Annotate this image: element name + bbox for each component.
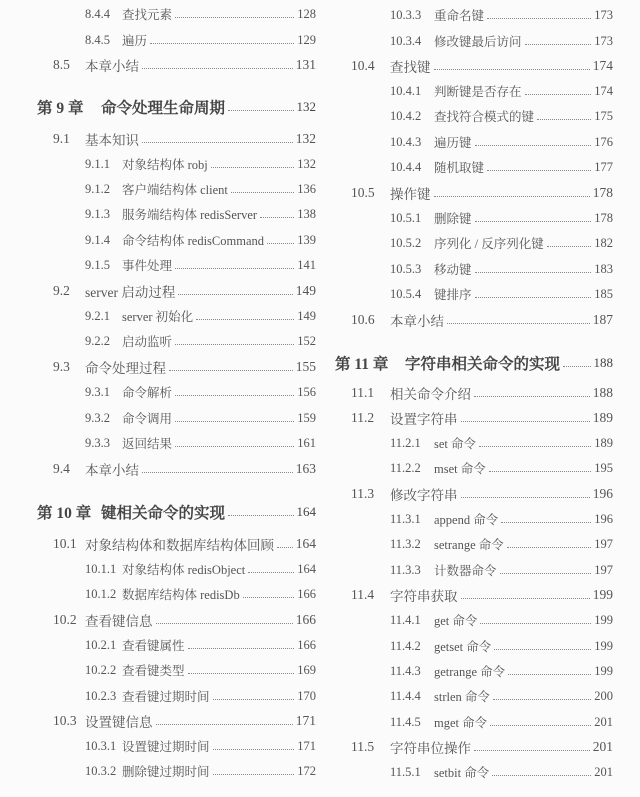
toc-entry-sub: [0, 735, 320, 757]
toc-entry-sec: [0, 458, 320, 480]
entry-title: 命令解析: [122, 386, 173, 400]
toc-entry-sub: [320, 711, 640, 733]
entry-number: 9.1.4: [85, 232, 110, 247]
dot-leader: [188, 673, 295, 674]
dot-leader: [228, 515, 293, 516]
dot-leader: [267, 243, 294, 244]
entry-page-number: 178: [594, 210, 613, 225]
entry-page-number: 173: [594, 7, 613, 22]
entry-number: 8.4.5: [85, 32, 110, 47]
entry-title: 对象结构体和数据库结构体回顾: [85, 538, 274, 553]
entry-title: 操作键: [390, 187, 431, 202]
toc-entry-sub: [320, 432, 640, 454]
dot-leader: [474, 396, 590, 397]
dot-leader: [447, 323, 590, 324]
entry-title: server 启动过程: [85, 285, 176, 300]
entry-page-number: 200: [594, 688, 613, 703]
dot-leader: [500, 573, 592, 574]
toc-entry-sub: [0, 203, 320, 225]
dot-leader: [213, 699, 295, 700]
toc-entry-sub: [0, 229, 320, 251]
dot-leader: [175, 421, 294, 422]
toc-entry-sub: [320, 4, 640, 26]
entry-page-number: 149: [295, 283, 316, 298]
entry-page-number: 156: [297, 384, 316, 399]
toc-entry-sub: [320, 207, 640, 229]
dot-leader: [142, 68, 293, 69]
entry-page-number: 201: [594, 764, 613, 779]
entry-page-number: 164: [297, 561, 316, 576]
entry-number: 9.1.5: [85, 257, 110, 272]
dot-leader: [248, 572, 294, 573]
toc-entry-sub: [320, 559, 640, 581]
toc-entry-sub: [0, 685, 320, 707]
entry-number: 9.3.3: [85, 435, 110, 450]
entry-page-number: 189: [594, 435, 613, 450]
entry-page-number: 128: [297, 6, 316, 21]
entry-page-number: 129: [297, 32, 316, 47]
toc-entry-sec: [0, 54, 320, 76]
entry-page-number: 139: [297, 232, 316, 247]
entry-page-number: 199: [594, 663, 613, 678]
entry-number: 11.4.5: [390, 714, 421, 729]
dot-leader: [537, 119, 591, 120]
entry-number: 10.3.1: [85, 738, 117, 753]
entry-page-number: 166: [297, 586, 316, 601]
dot-leader: [461, 421, 590, 422]
entry-title: 相关命令介绍: [390, 387, 471, 402]
entry-title: 设置键过期时间: [122, 740, 210, 754]
entry-number: 10.4.3: [390, 134, 422, 149]
entry-page-number: 201: [594, 714, 613, 729]
entry-number: 9.2: [53, 283, 70, 298]
entry-title: 字符串获取: [390, 589, 458, 604]
entry-number: 10.1: [53, 536, 77, 551]
entry-title: 删除键: [434, 212, 472, 226]
toc-entry-sub: [320, 635, 640, 657]
toc-entry-sec: [320, 736, 640, 758]
toc-entry-sub: [0, 583, 320, 605]
entry-number: 11.2.2: [390, 460, 421, 475]
toc-entry-sub: [0, 407, 320, 429]
toc-entry-sub: [0, 381, 320, 403]
toc-entry-sec: [0, 609, 320, 631]
entry-title: 重命名键: [434, 9, 485, 23]
entry-page-number: 197: [594, 536, 613, 551]
toc-entry-sub: [0, 254, 320, 276]
entry-page-number: 195: [594, 460, 613, 475]
entry-number: 11.4.1: [390, 612, 421, 627]
dot-leader: [175, 446, 294, 447]
entry-title: 本章小结: [85, 463, 139, 478]
entry-title: 对象结构体 redisObject: [122, 563, 246, 577]
entry-page-number: 187: [592, 312, 613, 327]
dot-leader: [507, 547, 591, 548]
entry-number: 10.2.1: [85, 637, 117, 652]
entry-page-number: 149: [297, 308, 316, 323]
entry-title: 判断键是否存在: [434, 85, 522, 99]
entry-number: 10.5.1: [390, 210, 422, 225]
entry-page-number: 196: [594, 511, 613, 526]
entry-page-number: 163: [295, 461, 316, 476]
entry-number: 11.3.1: [390, 511, 421, 526]
toc-entry-sub: [0, 558, 320, 580]
dot-leader: [175, 268, 294, 269]
entry-number: 第 11 章: [335, 356, 389, 373]
toc-entry-sub: [0, 432, 320, 454]
toc-entry-sub: [0, 29, 320, 51]
toc-entry-sub: [0, 634, 320, 656]
entry-title: 随机取键: [434, 161, 485, 175]
toc-entry-sec: [0, 533, 320, 555]
toc-entry-sec: [320, 55, 640, 77]
toc-entry-sub: [320, 80, 640, 102]
entry-page-number: 136: [297, 181, 316, 196]
dot-leader: [178, 294, 292, 295]
entry-title: set 命令: [434, 437, 477, 451]
entry-title: 启动监听: [122, 335, 173, 349]
dot-leader: [434, 196, 590, 197]
entry-title: 本章小结: [85, 59, 139, 74]
entry-title: getset 命令: [434, 640, 492, 654]
entry-title: 键排序: [434, 288, 472, 302]
dot-leader: [461, 598, 590, 599]
entry-page-number: 164: [296, 504, 316, 519]
entry-number: 9.3: [53, 359, 70, 374]
entry-title: 命令调用: [122, 412, 173, 426]
entry-number: 10.3.2: [85, 763, 117, 778]
entry-title: 序列化 / 反序列化键: [434, 237, 544, 251]
entry-number: 11.2.1: [390, 435, 421, 450]
entry-number: 10.4.4: [390, 159, 422, 174]
entry-number: 11.5.1: [390, 764, 421, 779]
entry-number: 10.1.1: [85, 561, 117, 576]
entry-page-number: 201: [592, 739, 613, 754]
dot-leader: [260, 217, 294, 218]
toc-entry-sub: [0, 305, 320, 327]
entry-page-number: 185: [594, 286, 613, 301]
dot-leader: [228, 110, 293, 111]
dot-leader: [479, 446, 591, 447]
entry-page-number: 141: [297, 257, 316, 272]
entry-title: 设置字符串: [390, 412, 458, 427]
dot-leader: [492, 775, 591, 776]
toc-entry-sub: [0, 659, 320, 681]
entry-page-number: 132: [297, 156, 316, 171]
entry-title: 移动键: [434, 263, 472, 277]
entry-title: 命令处理过程: [85, 361, 166, 376]
entry-number: 9.1: [53, 131, 70, 146]
entry-number: 11.4.2: [390, 638, 421, 653]
entry-number: 10.5: [351, 185, 375, 200]
toc-entry-sec: [320, 584, 640, 606]
entry-number: 10.5.3: [390, 261, 422, 276]
dot-leader: [175, 395, 294, 396]
entry-title: 查找键: [390, 60, 431, 75]
toc-entry-sub: [320, 533, 640, 555]
toc-entry-sub: [320, 685, 640, 707]
toc-entry-sub: [320, 283, 640, 305]
entry-page-number: 183: [594, 261, 613, 276]
entry-title: mset 命令: [434, 462, 486, 476]
dot-leader: [475, 272, 592, 273]
dot-leader: [490, 725, 591, 726]
entry-title: 字符串位操作: [390, 741, 471, 756]
entry-title: get 命令: [434, 614, 478, 628]
entry-title: 键相关命令的实现: [101, 505, 226, 522]
entry-title: 服务端结构体 redisServer: [122, 208, 258, 222]
toc-entry-sub: [320, 761, 640, 783]
entry-number: 10.5.4: [390, 286, 422, 301]
toc-entry-sub: [320, 105, 640, 127]
entry-page-number: 159: [297, 410, 316, 425]
entry-title: 遍历键: [434, 136, 472, 150]
dot-leader: [175, 344, 294, 345]
entry-number: 11.1: [351, 385, 375, 400]
dot-leader: [480, 623, 591, 624]
toc-entry-sec: [0, 710, 320, 732]
dot-leader: [547, 246, 592, 247]
entry-page-number: 166: [295, 612, 316, 627]
entry-page-number: 173: [594, 33, 613, 48]
dot-leader: [475, 145, 592, 146]
entry-page-number: 155: [295, 359, 316, 374]
toc-entry-sub: [0, 3, 320, 25]
entry-number: 第 9 章: [37, 100, 84, 117]
entry-number: 8.4.4: [85, 6, 110, 21]
entry-number: 11.3.2: [390, 536, 421, 551]
entry-title: strlen 命令: [434, 690, 490, 704]
entry-page-number: 199: [592, 587, 613, 602]
dot-leader: [169, 370, 293, 371]
entry-title: 删除键过期时间: [122, 765, 210, 779]
entry-title: 数据库结构体 redisDb: [122, 588, 240, 602]
toc-entry-sec: [320, 382, 640, 404]
entry-title: getrange 命令: [434, 665, 506, 679]
dot-leader: [563, 366, 590, 367]
toc-entry-chapter: [320, 352, 640, 374]
entry-number: 第 10 章: [37, 505, 92, 522]
entry-number: 10.1.2: [85, 586, 117, 601]
entry-title: 查找元素: [122, 8, 173, 22]
entry-title: 字符串相关命令的实现: [405, 356, 561, 373]
entry-number: 11.5: [351, 739, 375, 754]
toc-entry-sub: [320, 508, 640, 530]
dot-leader: [231, 192, 294, 193]
entry-number: 10.6: [351, 312, 375, 327]
entry-title: 返回结果: [122, 437, 173, 451]
dot-leader: [494, 649, 591, 650]
entry-title: append 命令: [434, 513, 499, 527]
dot-leader: [142, 142, 293, 143]
dot-leader: [277, 547, 293, 548]
entry-page-number: 196: [592, 486, 613, 501]
entry-page-number: 189: [592, 410, 613, 425]
entry-number: 10.4.2: [390, 108, 422, 123]
dot-leader: [213, 774, 295, 775]
toc-entry-sub: [0, 153, 320, 175]
entry-title: 本章小结: [390, 314, 444, 329]
dot-leader: [489, 471, 592, 472]
toc-entry-sec: [0, 356, 320, 378]
entry-title: 基本知识: [85, 133, 139, 148]
entry-page-number: 175: [594, 108, 613, 123]
entry-number: 8.5: [53, 57, 70, 72]
toc-entry-sec: [0, 128, 320, 150]
entry-title: 事件处理: [122, 259, 173, 273]
entry-title: 查看键信息: [85, 614, 153, 629]
dot-leader: [474, 750, 590, 751]
entry-title: 遍历: [122, 34, 148, 48]
entry-title: 命令结构体 redisCommand: [122, 234, 265, 248]
entry-title: 客户端结构体 client: [122, 183, 228, 197]
entry-title: mget 命令: [434, 716, 488, 730]
toc-entry-sub: [320, 30, 640, 52]
entry-page-number: 172: [297, 763, 316, 778]
toc-entry-chapter: [0, 96, 320, 118]
entry-page-number: 138: [297, 206, 316, 221]
entry-title: 设置键信息: [85, 715, 153, 730]
entry-title: setrange 命令: [434, 538, 504, 552]
entry-page-number: 197: [594, 562, 613, 577]
entry-page-number: 166: [297, 637, 316, 652]
dot-leader: [213, 749, 295, 750]
dot-leader: [475, 221, 592, 222]
dot-leader: [461, 497, 590, 498]
dot-leader: [508, 674, 591, 675]
entry-number: 10.2.2: [85, 662, 117, 677]
entry-page-number: 174: [594, 83, 613, 98]
entry-title: 查找符合模式的键: [434, 110, 535, 124]
entry-title: 修改键最后访问: [434, 35, 522, 49]
dot-leader: [196, 319, 294, 320]
entry-title: 查看键属性: [122, 639, 185, 653]
entry-number: 11.3: [351, 486, 375, 501]
entry-number: 10.2.3: [85, 688, 117, 703]
entry-title: 计数器命令: [434, 564, 497, 578]
entry-page-number: 171: [295, 713, 316, 728]
entry-number: 9.2.2: [85, 333, 110, 348]
dot-leader: [142, 472, 293, 473]
dot-leader: [175, 17, 294, 18]
dot-leader: [156, 724, 293, 725]
dot-leader: [150, 43, 294, 44]
toc-entry-sub: [320, 232, 640, 254]
entry-number: 9.3.2: [85, 410, 110, 425]
entry-number: 9.1.1: [85, 156, 110, 171]
dot-leader: [501, 522, 591, 523]
toc-entry-sub: [320, 609, 640, 631]
toc-entry-sub: [0, 760, 320, 782]
entry-number: 9.2.1: [85, 308, 110, 323]
entry-number: 11.4: [351, 587, 375, 602]
entry-title: 查看键类型: [122, 664, 185, 678]
entry-title: 查看键过期时间: [122, 690, 210, 704]
entry-number: 11.2: [351, 410, 375, 425]
dot-leader: [525, 94, 592, 95]
entry-page-number: 188: [592, 385, 613, 400]
entry-page-number: 170: [297, 688, 316, 703]
entry-page-number: 164: [295, 536, 316, 551]
entry-title: 修改字符串: [390, 488, 458, 503]
toc-entry-sub: [0, 330, 320, 352]
dot-leader: [188, 648, 295, 649]
toc-entry-sub: [320, 457, 640, 479]
entry-page-number: 132: [295, 131, 316, 146]
dot-leader: [156, 623, 293, 624]
entry-number: 10.4.1: [390, 83, 422, 98]
entry-number: 10.5.2: [390, 235, 422, 250]
entry-title: 对象结构体 robj: [122, 158, 208, 172]
toc-entry-sub: [320, 131, 640, 153]
toc-entry-sec: [320, 407, 640, 429]
toc-entry-chapter: [0, 501, 320, 523]
toc-entry-sec: [320, 483, 640, 505]
entry-number: 11.4.3: [390, 663, 421, 678]
dot-leader: [487, 18, 591, 19]
entry-page-number: 174: [592, 58, 613, 73]
entry-number: 10.2: [53, 612, 77, 627]
entry-page-number: 152: [297, 333, 316, 348]
dot-leader: [211, 167, 294, 168]
toc-entry-sub: [320, 156, 640, 178]
entry-page-number: 182: [594, 235, 613, 250]
entry-number: 10.3.4: [390, 33, 422, 48]
entry-number: 10.3: [53, 713, 77, 728]
dot-leader: [487, 170, 591, 171]
entry-number: 9.4: [53, 461, 70, 476]
toc-entry-sub: [0, 178, 320, 200]
toc-entry-sec: [0, 280, 320, 302]
toc-entry-sub: [320, 660, 640, 682]
entry-page-number: 161: [297, 435, 316, 450]
entry-page-number: 131: [295, 57, 316, 72]
entry-page-number: 199: [594, 638, 613, 653]
toc-entry-sec: [320, 182, 640, 204]
entry-page-number: 132: [296, 99, 316, 114]
entry-page-number: 169: [297, 662, 316, 677]
entry-page-number: 178: [592, 185, 613, 200]
toc-entry-sec: [320, 309, 640, 331]
entry-page-number: 171: [297, 738, 316, 753]
entry-page-number: 176: [594, 134, 613, 149]
dot-leader: [434, 69, 590, 70]
entry-number: 11.3.3: [390, 562, 421, 577]
entry-page-number: 177: [594, 159, 613, 174]
entry-number: 9.1.2: [85, 181, 110, 196]
entry-title: setbit 命令: [434, 766, 490, 780]
entry-page-number: 188: [593, 355, 613, 370]
entry-number: 9.1.3: [85, 206, 110, 221]
entry-title: 命令处理生命周期: [101, 100, 226, 117]
entry-title: server 初始化: [122, 310, 194, 324]
entry-number: 10.3.3: [390, 7, 422, 22]
dot-leader: [243, 597, 295, 598]
entry-page-number: 199: [594, 612, 613, 627]
dot-leader: [475, 297, 592, 298]
dot-leader: [493, 699, 591, 700]
toc-entry-sub: [320, 258, 640, 280]
entry-number: 11.4.4: [390, 688, 421, 703]
entry-number: 9.3.1: [85, 384, 110, 399]
entry-number: 10.4: [351, 58, 375, 73]
dot-leader: [525, 44, 592, 45]
